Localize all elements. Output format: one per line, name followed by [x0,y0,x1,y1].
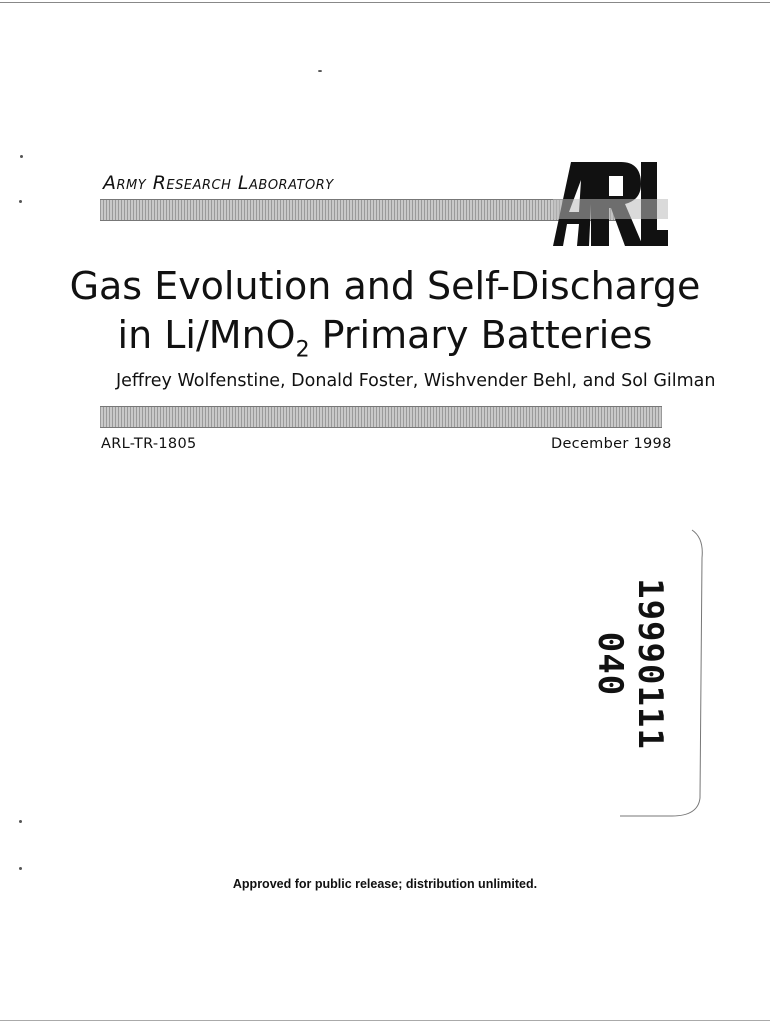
scan-speck [19,200,22,203]
divider-band [100,406,662,428]
scan-speck [19,820,22,823]
report-date: December 1998 [551,436,672,452]
report-title [60,262,710,375]
arl-logo [553,162,668,246]
page-bottom-border [0,1020,770,1021]
title-line-1: Gas Evolution and Self-Discharge [69,264,701,308]
title-line-2-suffix: Primary Batteries [309,313,653,357]
title-subscript: 2 [295,337,310,363]
organization-name: Army Research Laboratory [103,172,334,194]
report-number: ARL-TR-1805 [101,436,197,452]
title-line-2-prefix: in Li/MnO [117,313,296,357]
distribution-notice: Approved for public release; distribution unlimited. [232,877,538,891]
scan-speck [318,70,322,72]
scan-speck [20,155,23,158]
title-line-2 [60,311,710,375]
page-top-border [0,2,770,3]
scan-speck [19,867,22,870]
accession-stamp: 19990111 040 [590,578,670,750]
author-list: Jeffrey Wolfenstine, Donald Foster, Wishvender Behl, and Sol Gilman [116,371,716,391]
header-band [100,199,620,221]
